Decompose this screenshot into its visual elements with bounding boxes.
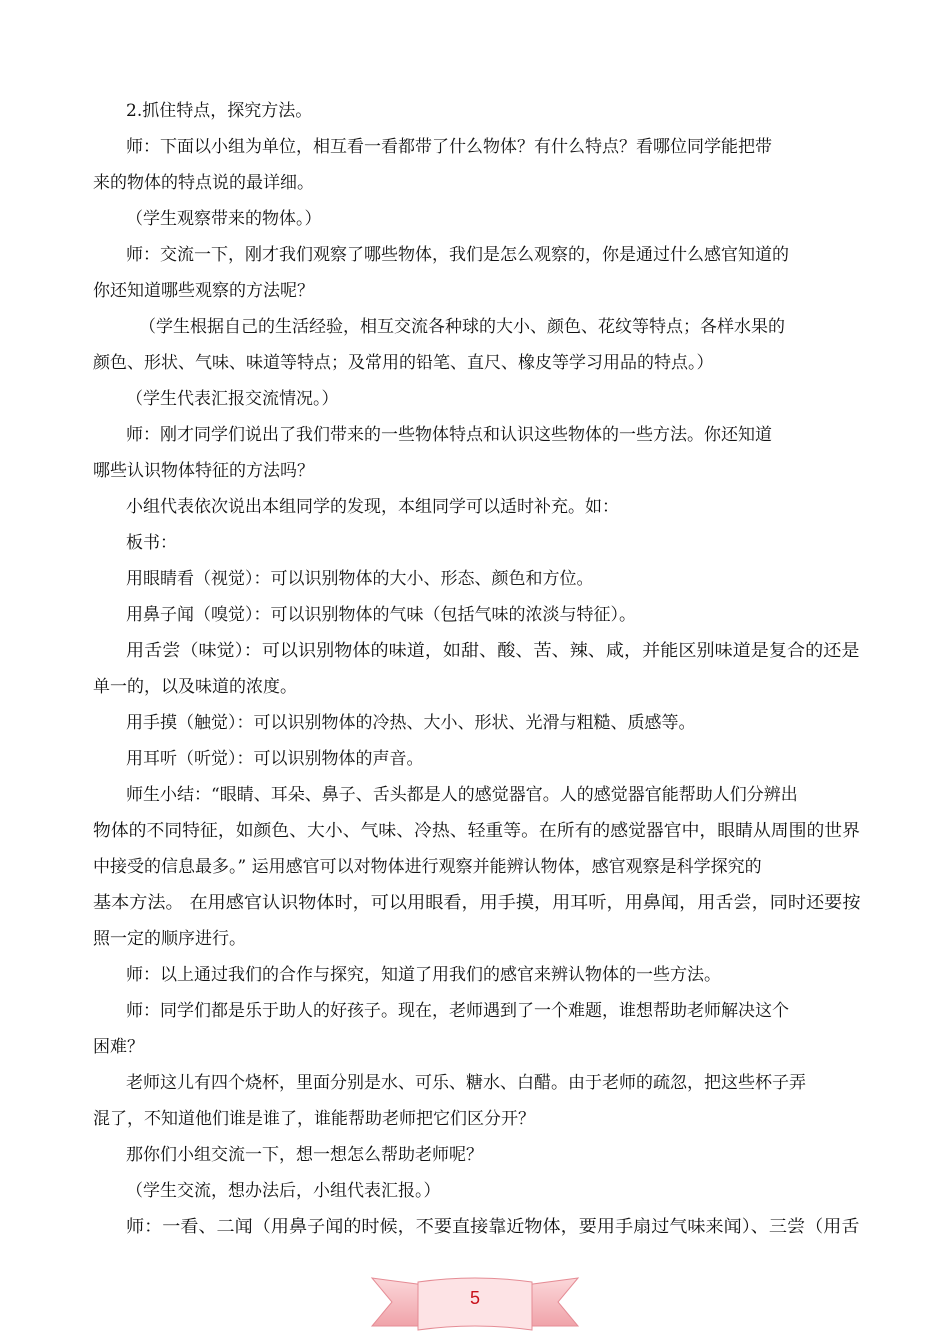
paragraph-line: 你还知道哪些观察的方法呢？ (93, 281, 314, 301)
paragraph-line: 混了，不知道他们谁是谁了，谁能帮助老师把它们区分开？ (93, 1109, 535, 1129)
paragraph-line: 师生小结：“眼睛、耳朵、鼻子、舌头都是人的感觉器官。人的感觉器官能帮助人们分辨出 (126, 785, 798, 805)
section-heading: 2.抓住特点，探究方法。 (126, 101, 313, 121)
paragraph-line: 基本方法。 在用感官认识物体时，可以用眼看，用手摸，用耳听，用鼻闻，用舌尝，同时还要按 (93, 893, 861, 913)
paragraph-line: 师：以上通过我们的合作与探究，知道了用我们的感官来辨认物体的一些方法。 (126, 965, 721, 985)
paragraph-line: （学生交流，想办法后，小组代表汇报。） (126, 1181, 441, 1201)
paragraph-line: 那你们小组交流一下，想一想怎么帮助老师呢？ (126, 1145, 483, 1165)
paragraph-line: （学生根据自己的生活经验，相互交流各种球的大小、颜色、花纹等特点；各样水果的 (139, 317, 785, 337)
paragraph-line: 用舌尝（味觉）：可以识别物体的味道，如甜、酸、苦、辣、咸，并能区别味道是复合的还是 (126, 641, 860, 661)
paragraph-line: 师：下面以小组为单位，相互看一看都带了什么物体？有什么特点？看哪位同学能把带 (126, 137, 772, 157)
paragraph-line: （学生代表汇报交流情况。） (126, 389, 339, 409)
paragraph-line: 用耳听（听觉）：可以识别物体的声音。 (126, 749, 424, 769)
paragraph-line: 物体的不同特征，如颜色、大小、气味、冷热、轻重等。在所有的感觉器官中，眼睛从周围的世界 (93, 821, 860, 841)
paragraph-line: 老师这儿有四个烧杯，里面分别是水、可乐、糖水、白醋。由于老师的疏忽，把这些杯子弄 (126, 1073, 806, 1093)
paragraph-line: 板书： (126, 533, 177, 553)
page-number: 5 (469, 1288, 480, 1308)
paragraph-line: 用鼻子闻（嗅觉）：可以识别物体的气味（包括气味的浓淡与特征）。 (126, 605, 636, 625)
paragraph-line: 师：刚才同学们说出了我们带来的一些物体特点和认识这些物体的一些方法。你还知道 (126, 425, 772, 445)
paragraph-line: 中接受的信息最多。” 运用感官可以对物体进行观察并能辨认物体，感官观察是科学探究的 (93, 857, 762, 877)
paragraph-line: 用眼睛看（视觉）：可以识别物体的大小、形态、颜色和方位。 (126, 569, 594, 589)
paragraph-line: 困难？ (93, 1037, 144, 1057)
paragraph-line: 哪些认识物体特征的方法吗？ (93, 461, 314, 481)
paragraph-line: 颜色、形状、气味、味道等特点；及常用的铅笔、直尺、橡皮等学习用品的特点。） (93, 353, 714, 373)
paragraph-line: 小组代表依次说出本组同学的发现，本组同学可以适时补充。如： (126, 497, 619, 517)
paragraph-line: 单一的，以及味道的浓度。 (93, 677, 297, 697)
paragraph-line: 用手摸（触觉）：可以识别物体的冷热、大小、形状、光滑与粗糙、质感等。 (126, 713, 696, 733)
paragraph-line: （学生观察带来的物体。） (126, 209, 322, 229)
paragraph-line: 照一定的顺序进行。 (93, 929, 246, 949)
paragraph-line: 师：交流一下，刚才我们观察了哪些物体，我们是怎么观察的，你是通过什么感官知道的 (126, 245, 789, 265)
paragraph-line: 师：同学们都是乐于助人的好孩子。现在，老师遇到了一个难题，谁想帮助老师解决这个 (126, 1001, 789, 1021)
paragraph-line: 来的物体的特点说的最详细。 (93, 173, 314, 193)
page-footer (370, 1272, 580, 1336)
paragraph-line: 师：一看、二闻（用鼻子闻的时候，不要直接靠近物体，要用手扇过气味来闻）、三尝（用舌 (126, 1217, 860, 1237)
